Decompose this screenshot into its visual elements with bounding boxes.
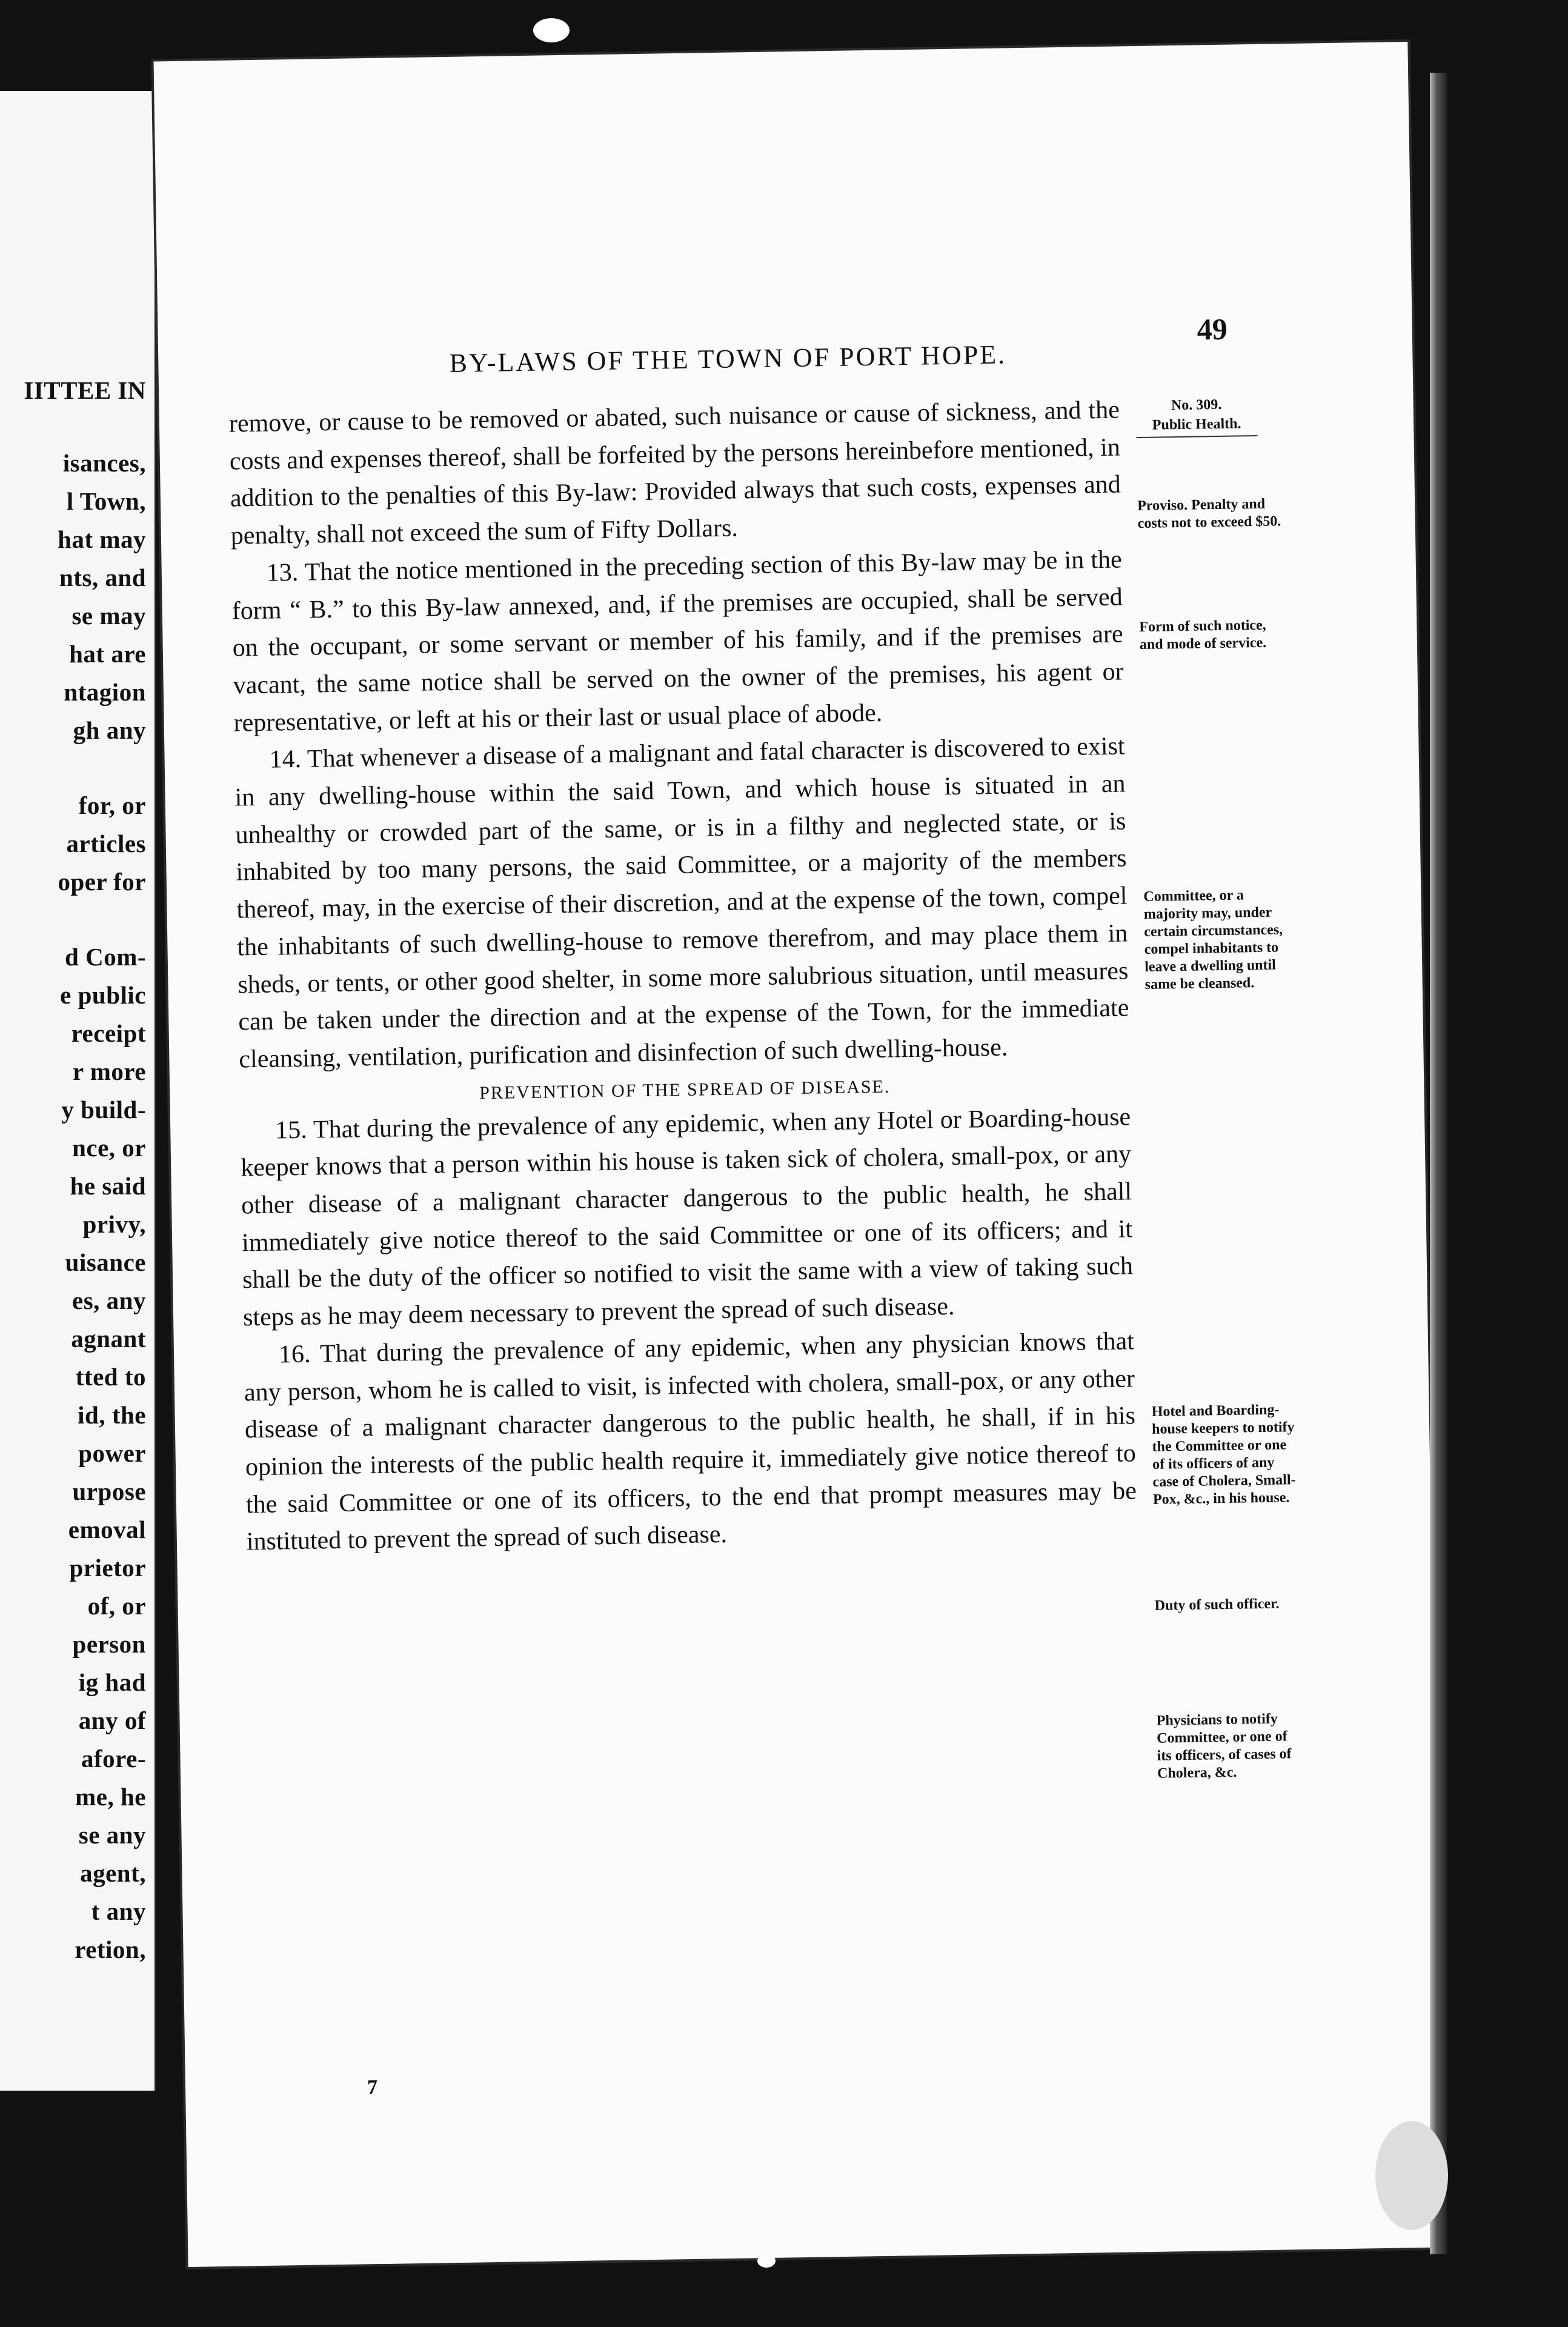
left-page-line-fragment: power: [78, 1439, 146, 1467]
left-page-line-fragment: he said: [70, 1172, 146, 1200]
left-page-line-fragment: t any: [91, 1897, 146, 1925]
left-page-line-fragment: for, or: [78, 791, 146, 819]
film-speck: [533, 18, 570, 42]
left-page-line-fragment: y build-: [61, 1096, 146, 1124]
paragraph-16: 16. That during the prevalence of any epidemic, when any physician knows that any person, whom he is called to visit, is infected with cholera, small-pox, or any other disease of a malignant character dangerous to the public health, he shall, if in his opinion the interests of the public health require it, immediately give notice thereof to the said Committee or one of its officers, to the end that prompt measures may be instituted to prevent the spread of such disease.: [244, 1327, 1137, 1556]
margin-note-proviso: Proviso. Penalty and costs not to exceed $50.: [1137, 496, 1281, 532]
margin-note-hotel-keepers: Hotel and Boarding-house keepers to notify the Committee or one of its officers of any case of Cholera, Small-Pox, &c., in his house.: [1151, 1402, 1296, 1508]
paragraph-14: 14. That whenever a disease of a malignant and fatal character is discovered to exist in any dwelling-house within the said Town, and which house is situated in an unhealthy or crowded part of the same, or is in a filthy and neglected state, or is inhabited by too many persons, the said Committee, or a majority of the members thereof, may, in the exercise of their discretion, and at the expense of the town, compel the inhabitants of such dwelling-house to remove therefrom, and may place them in sheds, or tents, or other good shelter, in some more salubrious situation, until measures can be taken under the direction and at the expense of the Town, for the immediate cleansing, ventilation, purification and disinfection of such dwelling-house.: [234, 732, 1129, 1074]
margin-note-number: No. 309.: [1171, 396, 1222, 414]
film-speck: [1375, 2121, 1448, 2230]
page-number: 49: [1197, 311, 1228, 347]
left-page-line-fragment: r more: [72, 1057, 146, 1085]
left-page-line-fragment: nts, and: [59, 564, 146, 591]
left-page-line-fragment: id, the: [78, 1401, 146, 1429]
left-page-line-fragment: IITTEE IN: [24, 376, 146, 404]
paragraph-15: 15. That during the prevalence of any epidemic, when any Hotel or Boarding-house keeper knows that a person within his house is taken sick of cholera, small-pox, or any other disease of a malignant character dangerous to the public health, he shall immediately give notice thereof to the said Committee or one of its officers; and it shall be the duty of the officer so notified to visit the same with a view of taking such steps as he may deem necessary to prevent the spread of such disease.: [240, 1103, 1134, 1332]
signature-mark: 7: [367, 2076, 378, 2099]
left-page-line-fragment: afore-: [81, 1745, 146, 1773]
left-page-line-fragment: any of: [78, 1706, 146, 1734]
left-page-line-fragment: gh any: [73, 716, 146, 744]
left-page-line-fragment: me, he: [75, 1783, 146, 1811]
left-page-line-fragment: person: [72, 1630, 146, 1658]
left-page-line-fragment: e public: [60, 981, 146, 1009]
left-page-line-fragment: d Com-: [65, 943, 146, 971]
left-page-line-fragment: agent,: [80, 1859, 146, 1887]
margin-note-duty: Duty of such officer.: [1154, 1596, 1280, 1614]
left-page-line-fragment: hat may: [58, 525, 146, 553]
left-page-line-fragment: emoval: [68, 1516, 146, 1543]
left-page-line-fragment: articles: [66, 830, 146, 857]
paragraph-13: 13. That the notice mentioned in the preceding section of this By-law may be in the form “ B.” to this By-law annexed, and, if the premises are occupied, shall be served on the occupant, or some servant or member of his family, and if the premises are vacant, the same notice shall be served on the owner of the premises, his agent or representative, or left at his or their last or usual place of abode.: [231, 545, 1124, 737]
left-page-line-fragment: receipt: [71, 1019, 146, 1047]
left-page-line-fragment: of, or: [87, 1592, 146, 1620]
body-text: [228, 392, 1137, 1562]
left-page-line-fragment: ig had: [78, 1668, 146, 1696]
left-page-line-fragment: l Town,: [66, 487, 146, 515]
left-page-line-fragment: es, any: [72, 1287, 146, 1314]
left-page-line-fragment: urpose: [72, 1477, 146, 1505]
left-page-line-fragment: se may: [71, 602, 146, 630]
left-page-line-fragment: prietor: [69, 1554, 146, 1582]
margin-note-form-of-notice: Form of such notice, and mode of service.: [1139, 617, 1267, 653]
left-page-line-fragment: hat are: [69, 640, 146, 668]
left-page-line-fragment: oper for: [58, 868, 146, 896]
section-heading: PREVENTION OF THE SPREAD OF DISEASE.: [479, 1076, 891, 1103]
left-page-line-fragment: privy,: [82, 1210, 146, 1238]
running-title: BY-LAWS OF THE TOWN OF PORT HOPE.: [449, 339, 1007, 378]
paragraph-continued: remove, or cause to be removed or abated, such nuisance or cause of sickness, and the costs and expenses thereof, shall be forfeited by the persons hereinbefore mentioned, in addition to the penalties of this By-law: Provided always that such costs, expenses and penalty, shall not exceed the sum of Fifty Dollars.: [228, 396, 1121, 550]
left-page-line-fragment: nce, or: [72, 1134, 146, 1162]
left-page-line-fragment: ntagion: [64, 678, 146, 706]
book-spine-edge: [1430, 73, 1447, 2254]
margin-note-public-health: Public Health.: [1136, 415, 1258, 438]
margin-note-committee: Committee, or a majority may, under certain circumstances, compel inhabitants to leave a dwelling until same be cleansed.: [1143, 887, 1283, 993]
margin-note-physicians: Physicians to notify Committee, or one of its officers, of cases of Cholera, &c.: [1156, 1711, 1292, 1782]
left-page-line-fragment: se any: [78, 1821, 146, 1849]
right-page: [154, 42, 1443, 2267]
left-facing-page: [0, 91, 156, 2091]
left-page-line-fragment: isances,: [62, 449, 146, 477]
left-page-line-fragment: uisance: [65, 1248, 146, 1276]
left-page-line-fragment: retion,: [75, 1936, 146, 1963]
left-page-line-fragment: agnant: [71, 1325, 146, 1353]
left-page-line-fragment: tted to: [75, 1363, 146, 1391]
film-speck: [757, 2254, 776, 2268]
